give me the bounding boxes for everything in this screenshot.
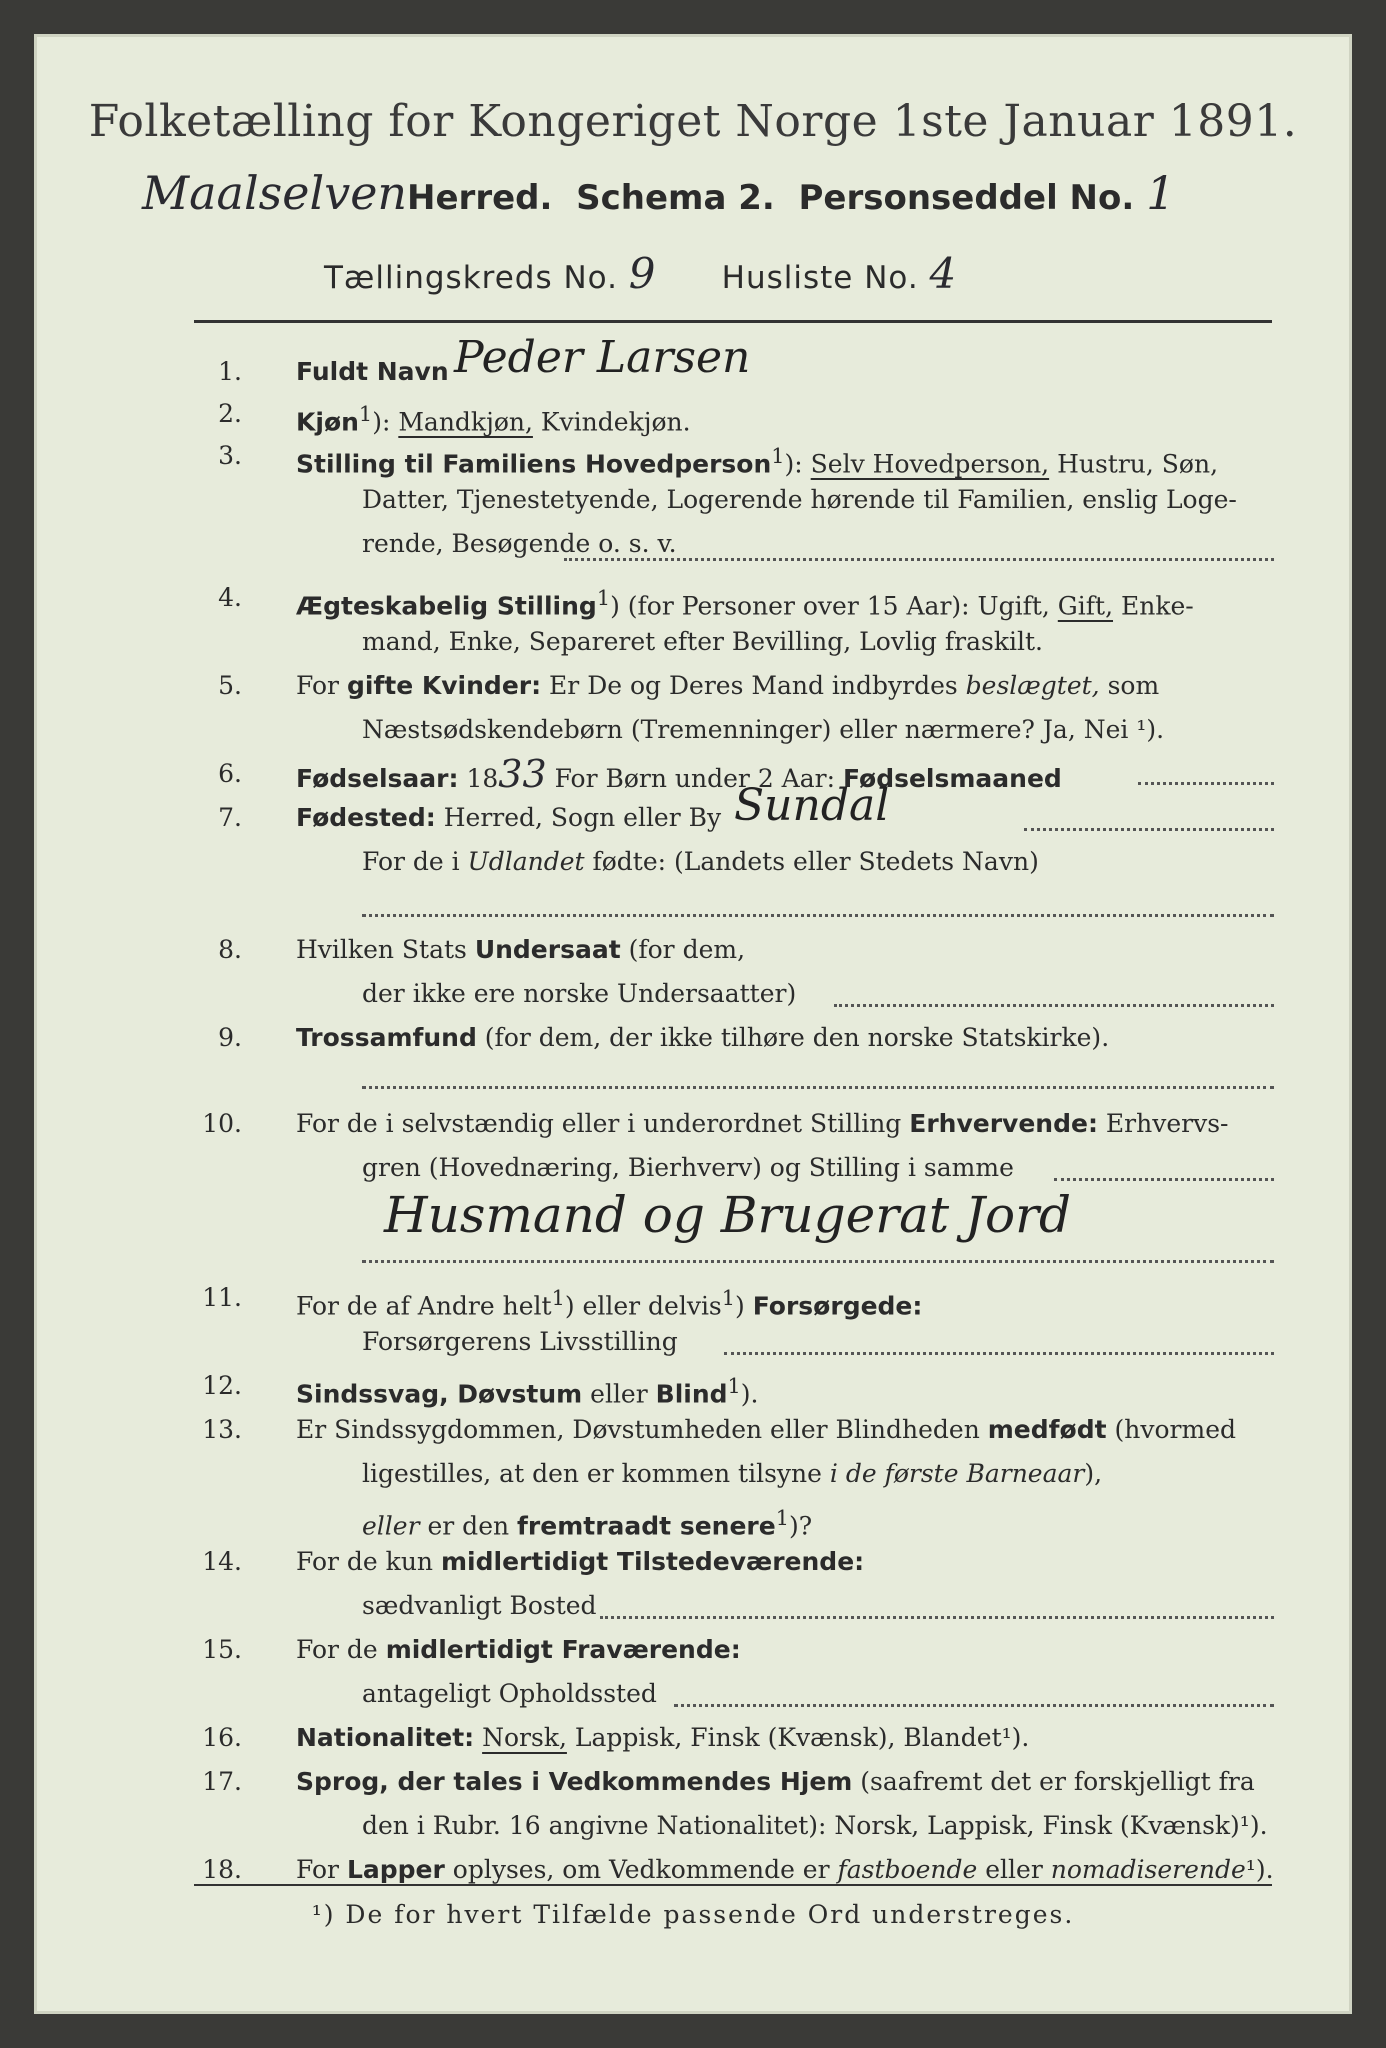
field-number: 7. bbox=[218, 803, 242, 832]
field-number: 11. bbox=[202, 1283, 242, 1312]
footnote-mark: 1 bbox=[551, 1286, 565, 1310]
text: ¹). bbox=[1245, 1855, 1274, 1884]
field-label: midlertidigt Tilstedeværende: bbox=[440, 1547, 865, 1576]
text: gren (Hovednæring, Bierhverv) og Stilling i samme bbox=[362, 1153, 1014, 1182]
italic-text: eller bbox=[362, 1511, 420, 1541]
birthplace-handwritten: Sundal bbox=[734, 780, 890, 831]
text: Er De og Deres Mand indbyrdes bbox=[541, 671, 966, 700]
field-label: midlertidigt Fraværende: bbox=[385, 1635, 741, 1664]
text: Kvindekjøn. bbox=[532, 407, 691, 437]
text: den i Rubr. 16 angivne Nationalitet): Norsk, Lappisk, Finsk (Kvænsk)¹). bbox=[362, 1811, 1268, 1840]
text: ligestilles, at den er kommen tilsyne bbox=[362, 1459, 830, 1488]
text: ): bbox=[372, 407, 399, 437]
field-label: Blind bbox=[655, 1379, 728, 1409]
field-label: Trossamfund bbox=[296, 1023, 477, 1052]
field-label: Fødested: bbox=[296, 803, 436, 832]
footnote-mark: 1 bbox=[721, 1286, 736, 1310]
field-label: Fødselsaar: bbox=[296, 764, 459, 793]
text: For de i selvstændig eller i underordnet Stilling bbox=[296, 1109, 910, 1138]
footer-rule bbox=[194, 1884, 1272, 1886]
footnote-mark: 1 bbox=[727, 1374, 741, 1398]
text: ): bbox=[784, 449, 811, 479]
text: rende, Besøgende o. s. v. bbox=[362, 529, 677, 558]
italic-text: beslægtet, bbox=[965, 671, 1100, 700]
text: For bbox=[296, 1855, 347, 1884]
text: For de af Andre helt bbox=[296, 1291, 552, 1321]
personseddel-number: 1 bbox=[1146, 166, 1176, 220]
text: For de kun bbox=[296, 1547, 441, 1576]
birth-year-handwritten: 33 bbox=[498, 752, 547, 796]
field-label: Fuldt Navn bbox=[296, 357, 449, 386]
italic-text: nomadiserende bbox=[1050, 1855, 1246, 1884]
footnote-mark: 1 bbox=[771, 444, 785, 468]
underlined-option: Mandkjøn, bbox=[398, 407, 533, 437]
field-number: 2. bbox=[218, 399, 242, 428]
field-label: Sindssvag, Døvstum bbox=[296, 1379, 583, 1409]
text: Næstsødskendebørn (Tremenninger) eller nærmere? Ja, Nei ¹). bbox=[362, 715, 1165, 744]
field-number: 1. bbox=[218, 357, 242, 386]
field-number: 10. bbox=[202, 1109, 242, 1138]
field-number: 16. bbox=[202, 1723, 242, 1752]
footnote-mark: 1 bbox=[358, 402, 373, 426]
underlined-option: Selv Hovedperson, bbox=[810, 449, 1050, 479]
text: mand, Enke, Separeret efter Bevilling, Lovlig fraskilt. bbox=[362, 627, 1043, 656]
text: Forsørgerens Livsstilling bbox=[362, 1327, 678, 1356]
schema-label: Schema 2. bbox=[576, 178, 775, 218]
dotted-line bbox=[724, 1352, 1274, 1355]
footnote: ¹) De for hvert Tilfælde passende Ord understreges. bbox=[311, 1900, 1075, 1929]
text: (saafremt det er forskjelligt fra bbox=[852, 1767, 1255, 1796]
header-rule bbox=[194, 320, 1272, 323]
footnote-mark: 1 bbox=[775, 1506, 789, 1530]
field-label: Forsørgede: bbox=[752, 1291, 923, 1321]
text: sædvanligt Bosted bbox=[362, 1591, 597, 1620]
field-label: Lapper bbox=[346, 1855, 445, 1884]
field-label: gifte Kvinder: bbox=[346, 671, 542, 700]
text: 18 bbox=[458, 764, 499, 793]
text: Hvilken Stats bbox=[296, 935, 475, 964]
field-label: fremtraadt senere bbox=[517, 1511, 776, 1541]
text: Datter, Tjenestetyende, Logerende hørende til Familien, enslig Loge- bbox=[362, 485, 1237, 514]
dotted-line bbox=[600, 1616, 1274, 1619]
personseddel-label: Personseddel No. bbox=[798, 178, 1135, 218]
field-number: 8. bbox=[218, 935, 242, 964]
text: ) eller delvis bbox=[564, 1291, 722, 1321]
form-title: Folketælling for Kongeriget Norge 1ste Januar 1891. bbox=[88, 96, 1298, 147]
text: fødte: (Landets eller Stedets Navn) bbox=[584, 847, 1039, 876]
field-label: Sprog, der tales i Vedkommendes Hjem bbox=[296, 1767, 853, 1796]
dotted-line bbox=[1024, 828, 1274, 831]
occupation-handwritten: Husmand og Brugerat Jord bbox=[384, 1186, 1071, 1244]
text: )? bbox=[788, 1511, 813, 1541]
text: For de bbox=[296, 1635, 386, 1664]
kreds-number: 9 bbox=[628, 249, 657, 298]
dotted-line bbox=[362, 1260, 1274, 1263]
dotted-line bbox=[834, 1004, 1274, 1007]
text: (for dem, der ikke tilhøre den norske Statskirke). bbox=[476, 1023, 1110, 1052]
text: (hvormed bbox=[1106, 1415, 1236, 1444]
field-number: 14. bbox=[202, 1547, 242, 1576]
field-number: 12. bbox=[202, 1371, 242, 1400]
census-form bbox=[34, 34, 1352, 2014]
text: ), bbox=[1084, 1459, 1103, 1488]
underlined-option: Norsk, bbox=[482, 1723, 567, 1752]
dotted-line bbox=[564, 558, 1274, 561]
text: Lappisk, Finsk (Kvænsk), Blandet¹). bbox=[566, 1723, 1030, 1752]
dotted-line bbox=[1138, 782, 1274, 785]
field-label: Stilling til Familiens Hovedperson bbox=[296, 449, 772, 479]
dotted-line bbox=[674, 1704, 1274, 1707]
text: Erhvervs- bbox=[1097, 1109, 1229, 1138]
field-label: Ægteskabelig Stilling bbox=[296, 591, 597, 621]
field-number: 9. bbox=[218, 1023, 242, 1052]
text: Herred, Sogn eller By bbox=[435, 803, 722, 832]
full-name-handwritten: Peder Larsen bbox=[454, 332, 751, 383]
field-label: medfødt bbox=[987, 1415, 1107, 1444]
italic-text: fastboende bbox=[837, 1855, 978, 1884]
underlined-option: Gift, bbox=[1057, 591, 1114, 621]
kreds-label: Tællingskreds No. bbox=[324, 260, 618, 296]
text: For de i bbox=[362, 847, 468, 876]
field-label: Kjøn bbox=[296, 407, 359, 437]
field-number: 4. bbox=[218, 583, 242, 612]
field-label: Fødselsmaaned bbox=[842, 764, 1062, 793]
field-label: Erhvervende: bbox=[909, 1109, 1098, 1138]
text: Hustru, Søn, bbox=[1049, 449, 1219, 479]
field-number: 15. bbox=[202, 1635, 242, 1664]
text: som bbox=[1099, 671, 1160, 700]
text: For bbox=[296, 671, 347, 700]
dotted-line bbox=[1054, 1178, 1274, 1181]
text: eller bbox=[977, 1855, 1051, 1884]
italic-text: i de første Barneaar bbox=[829, 1459, 1085, 1488]
text: ) (for Personer over 15 Aar): Ugift, bbox=[610, 591, 1058, 621]
herred-label: Herred. bbox=[407, 178, 553, 218]
dotted-line bbox=[362, 1086, 1274, 1089]
text: antageligt Opholdssted bbox=[362, 1679, 657, 1708]
text: Enke- bbox=[1113, 591, 1194, 621]
text bbox=[474, 1723, 482, 1752]
text: Er Sindssygdommen, Døvstumheden eller Blindheden bbox=[296, 1415, 988, 1444]
field-number: 5. bbox=[218, 671, 242, 700]
italic-text: Udlandet bbox=[467, 847, 585, 876]
field-number: 6. bbox=[218, 759, 242, 788]
field-label: Undersaat bbox=[474, 935, 621, 964]
text: oplyses, om Vedkommende er bbox=[444, 1855, 838, 1884]
herred-line bbox=[142, 166, 1175, 220]
text: er den bbox=[419, 1511, 518, 1541]
herred-handwritten: Maalselven bbox=[142, 166, 408, 220]
dotted-line bbox=[362, 914, 1274, 917]
husliste-number: 4 bbox=[929, 249, 958, 298]
text: For Børn under 2 Aar: bbox=[546, 764, 843, 793]
text: ). bbox=[740, 1379, 759, 1409]
field-label: Nationalitet: bbox=[296, 1723, 475, 1752]
field-number: 13. bbox=[202, 1415, 242, 1444]
husliste-label: Husliste No. bbox=[721, 260, 919, 296]
field-number: 3. bbox=[218, 441, 242, 470]
field-number: 18. bbox=[202, 1855, 242, 1884]
field-number: 17. bbox=[202, 1767, 242, 1796]
kreds-line bbox=[324, 249, 957, 298]
text: ) bbox=[735, 1291, 753, 1321]
text: der ikke ere norske Undersaatter) bbox=[362, 979, 797, 1008]
text: eller bbox=[582, 1379, 656, 1409]
footnote-mark: 1 bbox=[596, 586, 611, 610]
text: (for dem, bbox=[620, 935, 746, 964]
